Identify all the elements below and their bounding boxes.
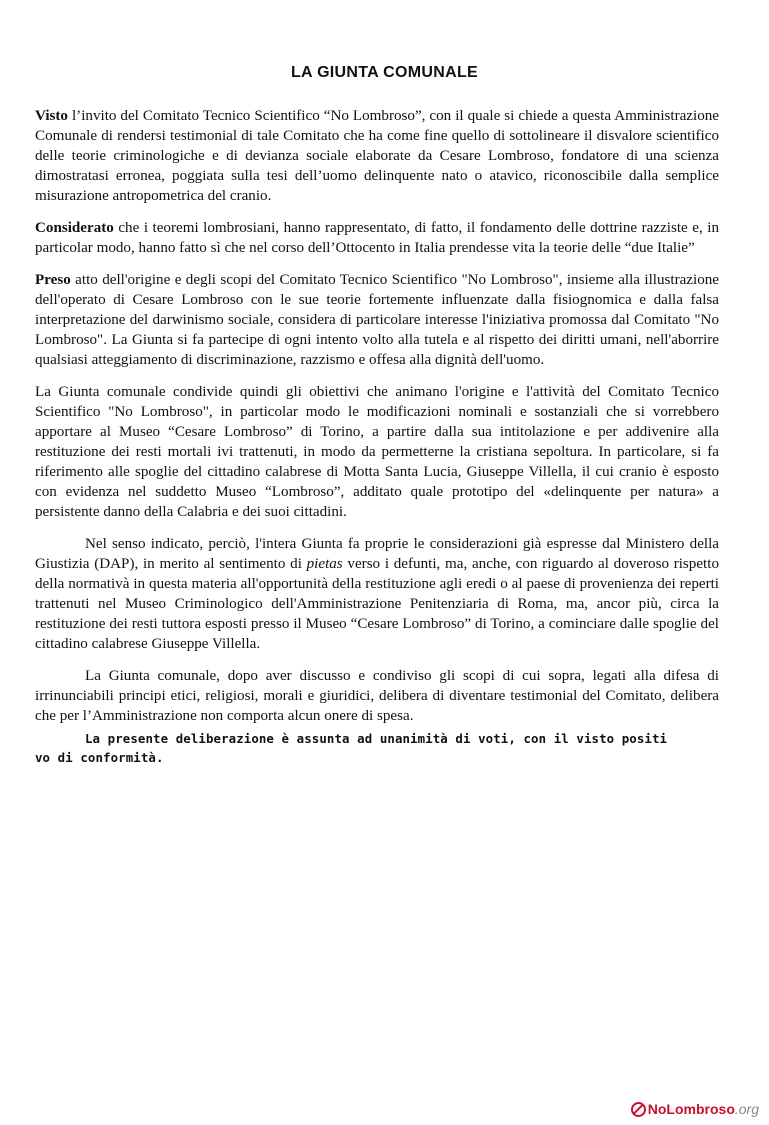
typed-line: vo di conformità. bbox=[35, 750, 164, 765]
paragraph-visto bbox=[35, 106, 719, 206]
typed-resolution-note bbox=[35, 729, 719, 767]
paragraph-text: l’invito del Comitato Tecnico Scientifico “No Lombroso”, con il quale si chiede a questa Amministrazione Comunale di rendersi testimonial di tale Comitato che ha come fine quello di sottolineare il disvalore scientifico delle teorie criminologiche e di devianza sociale elaborate da Cesare Lombroso, fondatore di una scienza dimostratasi erronea, poggiata sulla tesi dell’uomo delinquente nato o atavico, riconoscibile dalla semplice misurazione antropometrica del cranio. bbox=[35, 108, 719, 204]
paragraph-delibera: La Giunta comunale, dopo aver discusso e condiviso gli scopi di cui sopra, legati alla difesa di irrinunciabili principi etici, religiosi, morali e giuridici, delibera di diventare testimonial del Comitato, delibera che per l’Amministrazione non comporta alcun onere di spesa. bbox=[35, 668, 719, 724]
site-watermark bbox=[631, 1101, 759, 1117]
document-title: LA GIUNTA COMUNALE bbox=[290, 64, 478, 81]
paragraph-lead: Visto bbox=[35, 108, 68, 124]
paragraph-considerato bbox=[35, 218, 719, 258]
paragraph-condivide: La Giunta comunale condivide quindi gli obiettivi che animano l'origine e l'attività del Comitato Tecnico Scientifico "No Lombroso", in particolar modo le modificazioni nominali e sostanziali che si vorrebbero apportare al Museo “Cesare Lombroso” di Torino, a partire dalla sua intitolazione e per addivenire alla restituzione dei resti mortali ivi trattenuti, in modo da permetterne la cristiana sepoltura. In particolare, si fa riferimento alle spoglie del cittadino calabrese di Motta Santa Lucia, Giuseppe Villella, il cui cranio è esposto con evidenza nel suddetto Museo “Lombroso”, additato quale prototipo del «delinquente per natura» a persistente danno della Calabria e dei suoi cittadini. bbox=[35, 384, 719, 520]
paragraph-senso-indicato bbox=[35, 534, 719, 654]
document-body bbox=[35, 106, 719, 767]
paragraph-lead: Considerato bbox=[35, 220, 114, 236]
no-sign-icon bbox=[631, 1102, 646, 1117]
paragraph-italic-term: pietas bbox=[306, 556, 343, 572]
paragraph-preso bbox=[35, 270, 719, 370]
paragraph-text: verso i defunti, ma, anche, con riguardo al doveroso rispetto della normativà in questa materia all'opportunità della restituzione agli eredi o al paese di provenienza dei reperti trattenuti nel Museo Criminologico dell'Amministrazione Penitenziaria di Roma, ma, ancor più, circa la restituzione dei resti tuttora esposti presso il Museo “Cesare Lombroso” di Torino, a cominciare dalle spoglie del cittadino calabrese Giuseppe Villella. bbox=[35, 556, 719, 652]
watermark-brand: NoLombroso bbox=[647, 1101, 735, 1117]
watermark-tld: .org bbox=[734, 1101, 759, 1117]
paragraph-text: atto dell'origine e degli scopi del Comitato Tecnico Scientifico "No Lombroso", insieme alla illustrazione dell'operato di Cesare Lombroso con le sue teorie fortemente influenzate dalla fisiognomica e dalla falsa interpretazione del darwinismo sociale, considera di particolare interesse l'iniziativa promossa dal Comitato "No Lombroso". La Giunta si fa partecipe di ogni intento volto alla tutela e al rispetto dei diritti umani, nell'aborrire qualsiasi atteggiamento di discriminazione, razzismo e offesa alla dignità dell'uomo. bbox=[35, 272, 719, 368]
typed-line: La presente deliberazione è assunta ad unanimità di voti, con il visto positi bbox=[85, 731, 668, 746]
paragraph-text: Nel senso indicato, perciò, l'intera Giunta fa proprie le considerazioni già espresse dal Ministero della Giustizia (DAP), in merito al sentimento di bbox=[35, 536, 719, 572]
paragraph-lead: Preso bbox=[35, 272, 71, 288]
paragraph-text: che i teoremi lombrosiani, hanno rappresentato, di fatto, il fondamento delle dottrine razziste e, in particolar modo, hanno fatto sì che nel corso dell’Ottocento in Italia prendesse vita la teorie delle “due Italie” bbox=[35, 220, 719, 256]
